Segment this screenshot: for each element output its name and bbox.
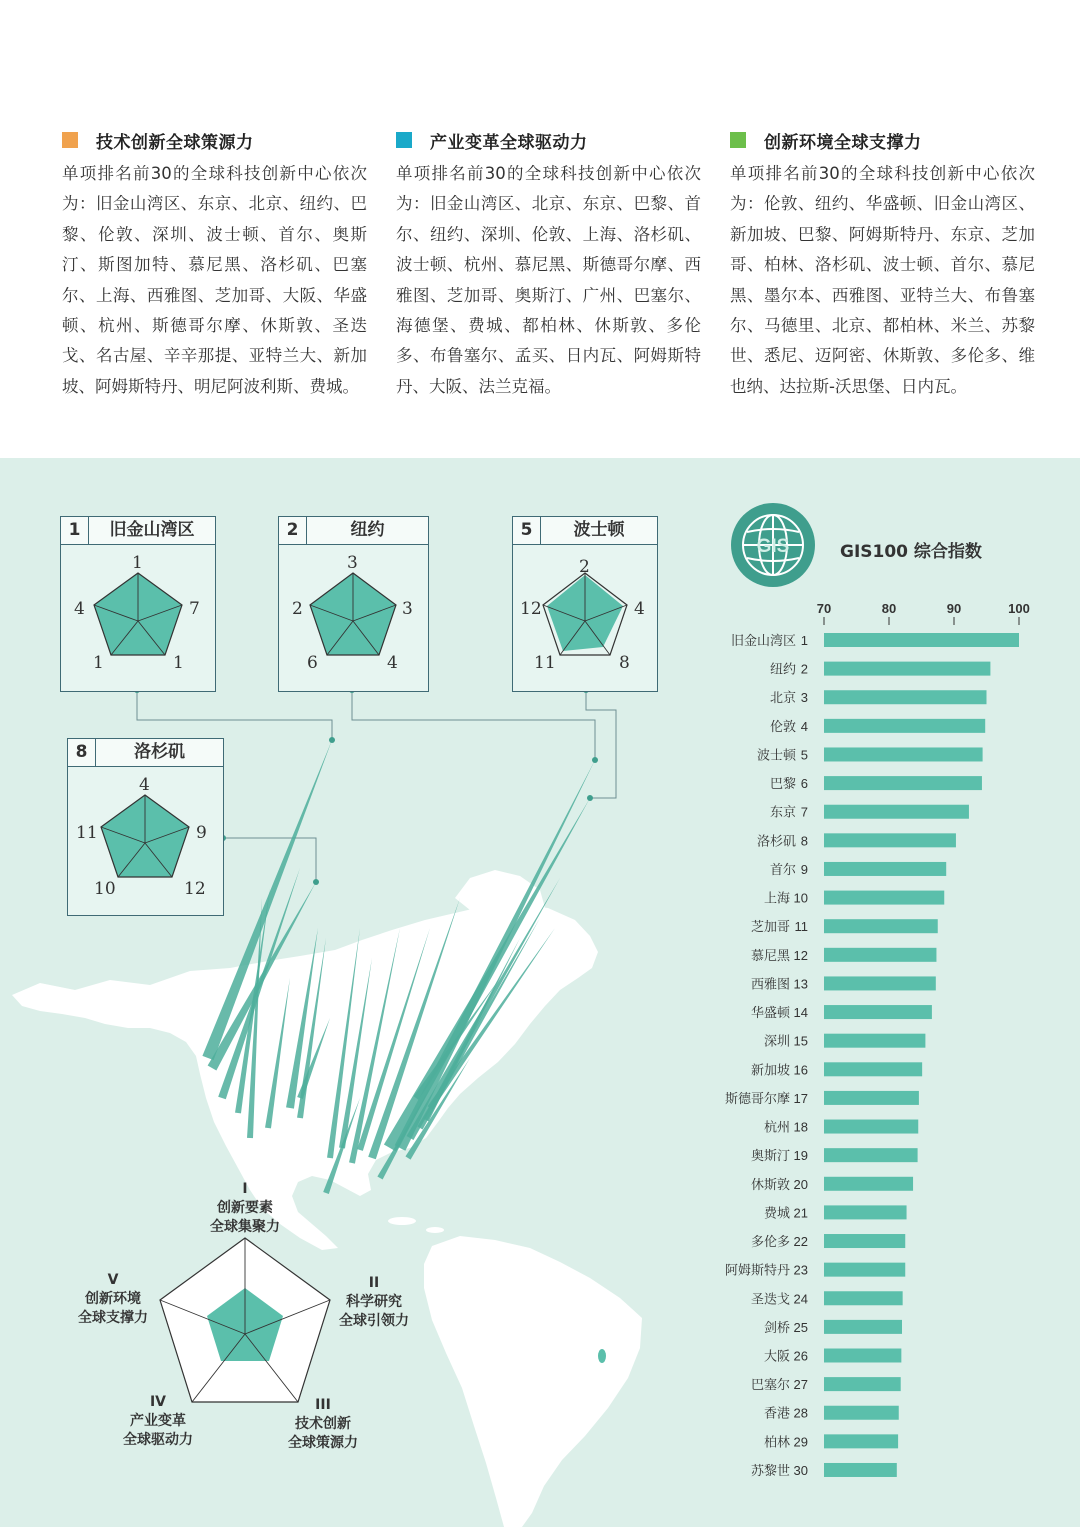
orange-square-icon <box>62 132 78 148</box>
radar-header <box>279 517 428 545</box>
column-environment <box>730 125 1035 402</box>
bar-category-label: 西雅图 <box>750 977 790 993</box>
radar-value-V: 11 <box>76 823 98 843</box>
legend-line1: 技术创新 <box>295 1416 351 1432</box>
radar-value-II: 9 <box>196 823 207 843</box>
radar-value-III: 12 <box>184 879 206 899</box>
bar-rank-label: 23 <box>793 1262 808 1278</box>
caribbean-island <box>598 1349 606 1363</box>
bar-rank-label: 16 <box>793 1062 808 1078</box>
radar-city: 洛杉矶 <box>134 742 185 762</box>
bar-category-label: 伦敦 <box>769 719 796 735</box>
bar-category-label: 剑桥 <box>763 1320 790 1336</box>
green-square-icon <box>730 132 746 148</box>
bar-rank-label: 17 <box>793 1090 808 1106</box>
bar-rank-label: 12 <box>793 947 808 963</box>
x-tick-label: 80 <box>881 601 897 616</box>
legend-line2: 全球驱动力 <box>123 1432 193 1448</box>
bar <box>824 1349 901 1363</box>
bar-category-label: 巴黎 <box>769 777 796 793</box>
bar <box>824 891 944 905</box>
column-header <box>62 125 367 155</box>
legend-num: III <box>315 1397 331 1413</box>
bar-category-label: 圣迭戈 <box>750 1292 790 1308</box>
radar-value-I: 2 <box>579 557 590 577</box>
bar <box>824 833 956 847</box>
bar-category-label: 旧金山湾区 <box>730 634 796 649</box>
bar-rank-label: 5 <box>800 747 808 763</box>
column-body: 单项排名前30的全球科技创新中心依次为：伦敦、纽约、华盛顿、旧金山湾区、新加坡、巴黎、阿姆斯特丹、东京、芝加哥、柏林、洛杉矶、波士顿、首尔、慕尼黑、墨尔本、西雅图、亚特兰大、布鲁塞尔、马德里、北京、都柏林、米兰、苏黎世、悉尼、迈阿密、休斯敦、多伦多、维也纳、达拉斯-沃思堡、日内瓦。 <box>730 164 1035 396</box>
bar <box>824 1205 907 1219</box>
column-tech-innovation <box>62 125 367 402</box>
radar-rank: 5 <box>513 517 541 544</box>
bar-category-label: 东京 <box>769 805 796 821</box>
bar-rank-label: 9 <box>800 861 808 877</box>
column-title: 产业变革全球驱动力 <box>430 132 588 153</box>
gis-logo-text: GIS <box>756 536 790 557</box>
legend-line2: 全球引领力 <box>339 1313 409 1329</box>
radar-value-II: 4 <box>634 599 645 619</box>
bar-rank-label: 8 <box>800 833 808 849</box>
radar-value-III: 1 <box>173 653 184 673</box>
radar-card-ny <box>278 516 429 692</box>
radar-rank: 2 <box>279 517 307 544</box>
bar-rank-label: 30 <box>793 1462 808 1478</box>
bar <box>824 1177 913 1191</box>
top-text-section <box>0 0 1080 458</box>
radar-value-III: 4 <box>387 653 398 673</box>
bar-category-label: 奥斯汀 <box>750 1149 790 1165</box>
radar-header <box>61 517 215 545</box>
bar <box>824 1434 898 1448</box>
bar <box>824 747 983 761</box>
bar-rank-label: 29 <box>793 1434 808 1450</box>
column-body: 单项排名前30的全球科技创新中心依次为：旧金山湾区、北京、东京、巴黎、首尔、纽约、深圳、伦敦、上海、洛杉矶、波士顿、杭州、慕尼黑、斯德哥尔摩、西雅图、芝加哥、奥斯汀、广州、巴塞尔、海德堡、费城、都柏林、休斯敦、多伦多、布鲁塞尔、孟买、日内瓦、阿姆斯特丹、大阪、法兰克福。 <box>396 164 701 396</box>
caribbean-island <box>426 1227 444 1233</box>
column-title: 技术创新全球策源力 <box>96 132 254 153</box>
bar-rank-label: 26 <box>793 1348 808 1364</box>
legend-label-III <box>273 1396 373 1453</box>
column-header <box>396 125 701 155</box>
bar-rank-label: 28 <box>793 1405 808 1421</box>
bar <box>824 1120 918 1134</box>
bar-rank-label: 19 <box>793 1148 808 1164</box>
bar <box>824 1291 903 1305</box>
radar-card-sf <box>60 516 216 692</box>
legend-label-V <box>63 1271 163 1328</box>
x-tick-label: 100 <box>1008 601 1030 616</box>
bar-rank-label: 4 <box>800 718 808 734</box>
radar-value-III: 8 <box>619 653 630 673</box>
radar-value-V: 2 <box>292 599 303 619</box>
bar-category-label: 慕尼黑 <box>750 948 790 964</box>
bar <box>824 1377 901 1391</box>
radar-value-IV: 11 <box>534 653 556 673</box>
bar-rank-label: 24 <box>793 1291 808 1307</box>
bar-category-label: 波士顿 <box>756 748 796 764</box>
legend-num: IV <box>149 1394 167 1410</box>
legend-num: I <box>242 1181 248 1197</box>
bar <box>824 1406 899 1420</box>
radar-header <box>68 739 223 767</box>
bar-rank-label: 14 <box>793 1005 808 1021</box>
radar-value-IV: 10 <box>94 879 116 899</box>
bar-category-label: 深圳 <box>763 1034 790 1050</box>
bar-rank-label: 13 <box>793 976 808 992</box>
bar <box>824 1263 905 1277</box>
legend-line2: 全球支撑力 <box>78 1310 148 1326</box>
gis100-bar-chart <box>700 595 1040 1485</box>
bar <box>824 919 938 933</box>
bar-category-label: 纽约 <box>769 662 796 678</box>
radar-value-IV: 6 <box>307 653 318 673</box>
radar-value-II: 7 <box>189 599 200 619</box>
radar-city: 旧金山湾区 <box>109 520 195 540</box>
radar-city: 波士顿 <box>573 520 625 540</box>
bar-rank-label: 2 <box>800 661 808 677</box>
bar-category-label: 上海 <box>763 891 790 907</box>
bar <box>824 1005 932 1019</box>
bar-rank-label: 11 <box>794 919 808 935</box>
globe-icon <box>730 502 816 588</box>
legend-line1: 科学研究 <box>346 1294 402 1310</box>
column-title: 创新环境全球支撑力 <box>764 132 922 153</box>
bar-category-label: 苏黎世 <box>750 1463 790 1479</box>
bar <box>824 1034 925 1048</box>
bar <box>824 719 985 733</box>
radar-value-V: 4 <box>74 599 85 619</box>
bar-category-label: 香港 <box>763 1406 790 1422</box>
bar-category-label: 费城 <box>763 1206 790 1222</box>
bar <box>824 1091 919 1105</box>
bar-category-label: 芝加哥 <box>750 920 790 936</box>
connector-line <box>223 838 316 882</box>
caribbean-island <box>388 1217 416 1225</box>
legend-line1: 创新环境 <box>85 1291 141 1307</box>
legend-line1: 创新要素 <box>217 1200 273 1216</box>
column-body: 单项排名前30的全球科技创新中心依次为：旧金山湾区、东京、北京、纽约、巴黎、伦敦、深圳、波士顿、首尔、奥斯汀、斯图加特、慕尼黑、洛杉矶、巴塞尔、上海、西雅图、芝加哥、大阪、华盛顿、杭州、斯德哥尔摩、休斯敦、圣迭戈、名古屋、辛辛那提、亚特兰大、新加坡、阿姆斯特丹、明尼阿波利斯、费城。 <box>62 164 367 396</box>
bar-category-label: 北京 <box>769 691 796 707</box>
bar-category-label: 斯德哥尔摩 <box>724 1091 790 1107</box>
bar-rank-label: 20 <box>793 1176 808 1192</box>
radar-value-II: 3 <box>402 599 413 619</box>
radar-value-IV: 1 <box>93 653 104 673</box>
legend-line1: 产业变革 <box>130 1413 186 1429</box>
bar <box>824 805 969 819</box>
bar <box>824 948 936 962</box>
bar-category-label: 休斯敦 <box>750 1177 790 1193</box>
radar-city: 纽约 <box>350 520 385 540</box>
x-tick-label: 70 <box>816 601 832 616</box>
bar-rank-label: 27 <box>793 1377 808 1393</box>
legend-num: V <box>107 1272 119 1288</box>
gis-title: GIS100 综合指数 <box>840 542 982 562</box>
connector-line <box>586 690 616 798</box>
bar <box>824 862 946 876</box>
bar-rank-label: 1 <box>800 633 808 648</box>
bar-rank-label: 15 <box>793 1033 808 1049</box>
legend-label-I <box>195 1180 295 1237</box>
bar <box>824 633 1019 647</box>
radar-value-I: 4 <box>139 775 150 795</box>
bar-category-label: 华盛顿 <box>750 1006 790 1022</box>
bar <box>824 662 990 676</box>
bar-category-label: 杭州 <box>763 1120 790 1136</box>
bar <box>824 976 936 990</box>
bar-rank-label: 6 <box>800 776 808 792</box>
bar-category-label: 多伦多 <box>750 1235 790 1251</box>
legend-label-II <box>324 1274 424 1331</box>
radar-value-I: 1 <box>132 553 143 573</box>
bar <box>824 690 987 704</box>
radar-rank: 1 <box>61 517 89 544</box>
connector-line <box>137 690 332 740</box>
bar <box>824 1148 918 1162</box>
legend-line2: 全球集聚力 <box>210 1219 280 1235</box>
bar-category-label: 巴塞尔 <box>750 1378 790 1394</box>
bar <box>824 776 982 790</box>
bar-category-label: 洛杉矶 <box>756 834 796 850</box>
blue-square-icon <box>396 132 412 148</box>
bar-category-label: 大阪 <box>763 1349 790 1365</box>
bar <box>824 1062 922 1076</box>
bar-rank-label: 3 <box>800 690 808 706</box>
bar-rank-label: 25 <box>793 1319 808 1335</box>
legend-line2: 全球策源力 <box>288 1435 358 1451</box>
bar <box>824 1463 897 1477</box>
bar <box>824 1234 905 1248</box>
bar-category-label: 首尔 <box>769 862 796 878</box>
radar-header <box>513 517 657 545</box>
bar-rank-label: 10 <box>793 890 808 906</box>
bar-category-label: 新加坡 <box>750 1063 790 1079</box>
bar-rank-label: 22 <box>793 1234 808 1250</box>
x-tick-label: 90 <box>946 601 962 616</box>
legend-label-IV <box>108 1393 208 1450</box>
column-industry-change <box>396 125 701 402</box>
legend-num: II <box>368 1275 380 1291</box>
radar-value-V: 12 <box>520 599 542 619</box>
column-header <box>730 125 1035 155</box>
radar-card-boston <box>512 516 658 692</box>
bar-rank-label: 18 <box>793 1119 808 1135</box>
south-america-shape <box>424 1236 642 1527</box>
bar <box>824 1320 902 1334</box>
radar-card-la <box>67 738 224 916</box>
bar-category-label: 柏林 <box>763 1435 790 1451</box>
bar-category-label: 阿姆斯特丹 <box>724 1263 790 1279</box>
radar-rank: 8 <box>68 739 96 766</box>
connector-line <box>352 690 595 760</box>
radar-value-I: 3 <box>347 553 358 573</box>
bar-rank-label: 21 <box>793 1205 808 1221</box>
bar-rank-label: 7 <box>800 804 808 820</box>
